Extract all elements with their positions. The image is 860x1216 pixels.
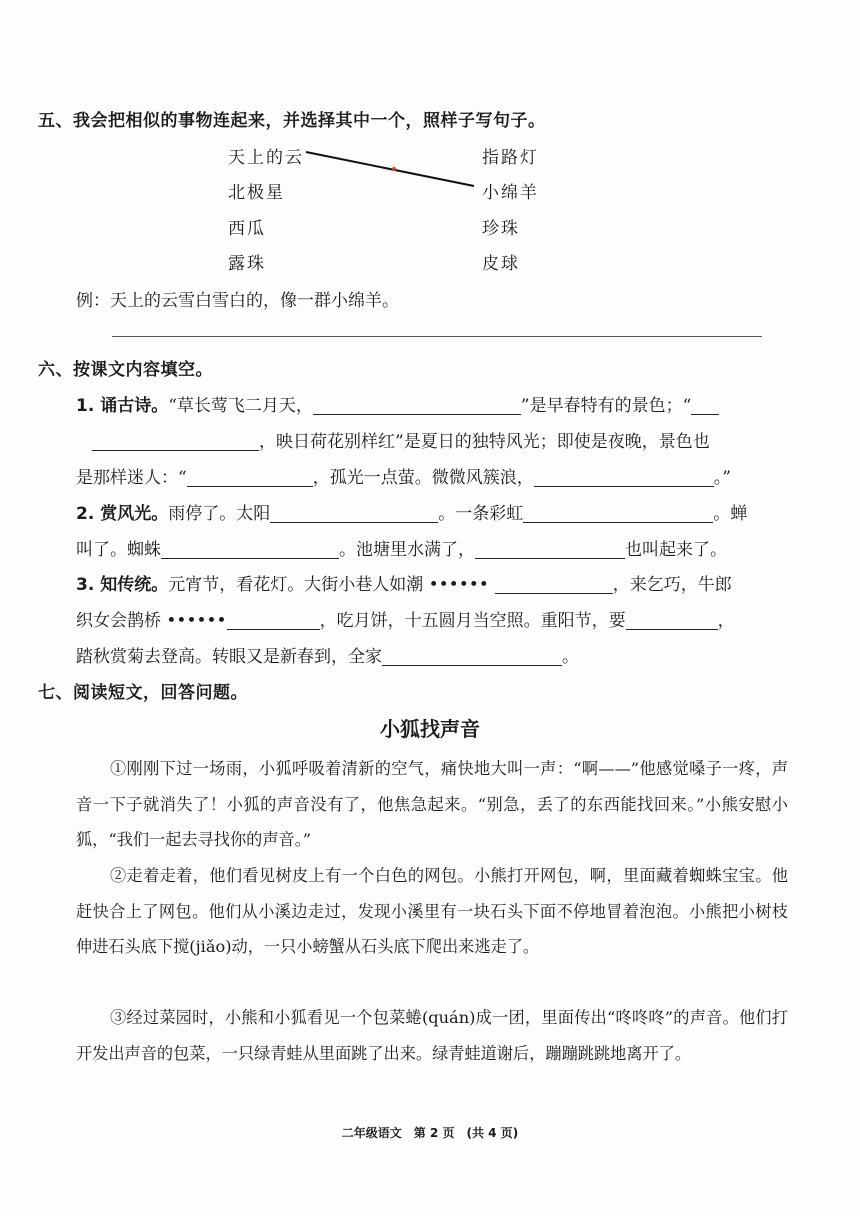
sentence-answer-line[interactable] [112, 336, 762, 337]
q2-text1: 雨停了。太阳 [168, 504, 271, 524]
story-paragraph-2: ②走着走着，他们看见树皮上有一个白色的网包。小熊打开网包，啊，里面藏着蜘蛛宝宝。他赶快合上了网包。他们从小溪边走过，发现小溪里有一块石头下面不停地冒着泡泡。小熊把小树枝伸进石头底下搅(jiǎo)动，一只小螃蟹从石头底下爬出来逃走了。 [76, 866, 788, 956]
q3-line1 [76, 570, 732, 595]
q3-text4: ，吃月饼，十五圆月当空照。重阳节，要 [319, 611, 626, 631]
q2-text4: 叫了。蜘蛛 [76, 540, 161, 560]
section7-heading: 七、阅读短文，回答问题。 [38, 683, 248, 703]
q3-blank1[interactable] [495, 575, 613, 594]
right-item-lamb: 小绵羊 [482, 183, 539, 203]
q1-text3: ，映日荷花别样红”是夏日的独特风光；即使是夜晚，景色也 [259, 432, 710, 452]
q3-blank2[interactable] [227, 611, 320, 630]
q1-blank2b[interactable] [92, 432, 259, 451]
q1-blank2a[interactable] [691, 396, 719, 415]
q2-text6: 也叫起来了。 [625, 540, 727, 560]
left-item-dew: 露珠 [228, 254, 266, 274]
story-title: 小狐找声音 [380, 717, 480, 741]
q3-text1: 元宵节，看花灯。大街小巷人如潮 •••••• [168, 575, 489, 595]
q2-label: 2. 赏风光。 [76, 504, 169, 524]
right-item-ball: 皮球 [482, 254, 520, 274]
q1-text1: “草长莺飞二月天， [168, 396, 313, 416]
q1-blank3[interactable] [187, 468, 313, 487]
matching-line-canvas [0, 0, 860, 320]
q2-line2 [76, 535, 727, 560]
q1-line1 [76, 391, 719, 416]
q1-text2: ”是早春特有的景色；“ [520, 396, 692, 416]
q3-line3 [76, 642, 579, 667]
story-paragraph-3: ③经过菜园时，小熊和小狐看见一个包菜蜷(quán)成一团，里面传出“咚咚咚”的声音。他们打开发出声音的包菜，一只绿青蛙从里面跳了出来。绿青蛙道谢后，蹦蹦跳跳地离开了。 [76, 1008, 788, 1063]
q2-text5: 。池塘里水满了， [339, 540, 475, 560]
story-paragraph-1: ①刚刚下过一场雨，小狐呼吸着清新的空气，痛快地大叫一声：“啊——”他感觉嗓子一疼，声音一下子就消失了！小狐的声音没有了，他焦急起来。“别急，丢了的东西能找回来。”小熊安慰小狐，“我们一起去寻找你的声音。” [76, 759, 788, 849]
q1-blank1[interactable] [313, 396, 521, 415]
section5-example: 例：天上的云雪白雪白的，像一群小绵羊。 [76, 291, 399, 311]
q2-blank2[interactable] [523, 504, 713, 523]
matching-line-cloud-to-lamb [306, 152, 474, 186]
q3-line2 [76, 606, 735, 631]
left-item-polestar: 北极星 [228, 183, 285, 203]
q1-label: 1. 诵古诗。 [76, 396, 169, 416]
right-item-guide-lamp: 指路灯 [482, 148, 539, 168]
q2-blank4[interactable] [475, 540, 625, 559]
q3-text3: 织女会鹊桥 •••••• [76, 611, 227, 631]
q3-blank3[interactable] [626, 611, 718, 630]
q3-text6: 踏秋赏菊去登高。转眼又是新春到，全家 [76, 647, 382, 667]
q2-text3: 。蝉 [713, 504, 748, 524]
q3-text5: ， [717, 611, 735, 631]
q3-text2: ，来乞巧，牛郎 [612, 575, 732, 595]
red-pen-mark [392, 167, 396, 171]
q2-text2: 。一条彩虹 [438, 504, 524, 524]
section5-heading: 五、我会把相似的事物连起来，并选择其中一个，照样子写句子。 [38, 111, 546, 131]
right-item-pearl: 珍珠 [482, 219, 520, 239]
q3-label: 3. 知传统。 [76, 575, 169, 595]
q3-blank4[interactable] [382, 647, 562, 666]
left-item-cloud: 天上的云 [228, 148, 304, 168]
q1-line3 [76, 463, 731, 488]
left-item-watermelon: 西瓜 [228, 219, 266, 239]
q2-line1 [76, 499, 747, 524]
page-footer: 二年级语文 第 2 页 (共 4 页) [341, 1126, 519, 1140]
q1-line2 [92, 427, 710, 452]
q1-blank4[interactable] [534, 468, 714, 487]
section6-heading: 六、按课文内容填空。 [38, 360, 213, 380]
q2-blank1[interactable] [270, 504, 438, 523]
q1-text5: ，孤光一点萤。微微风簇浪， [312, 468, 534, 488]
q3-text7: 。 [562, 647, 579, 667]
q1-text6: 。” [713, 468, 731, 488]
q2-blank3[interactable] [161, 540, 339, 559]
q1-text4: 是那样迷人：“ [76, 468, 187, 488]
